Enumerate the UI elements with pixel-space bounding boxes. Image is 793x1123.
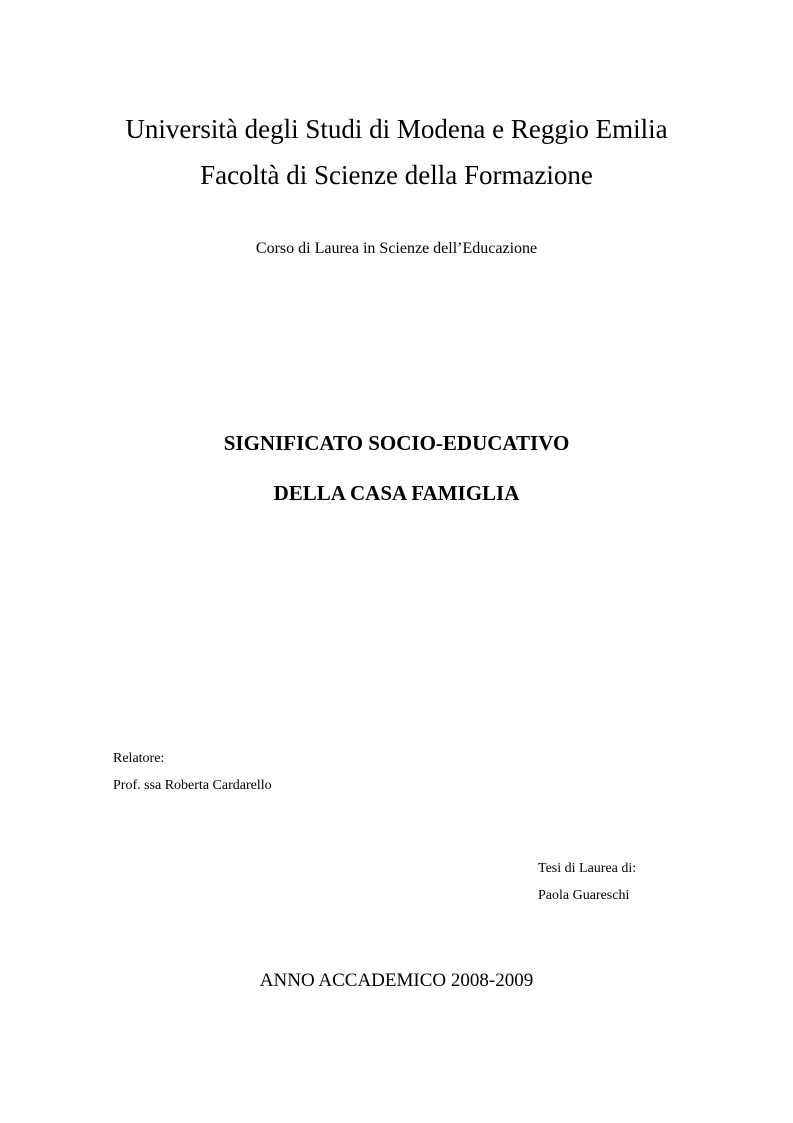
supervisor-name: Prof. ssa Roberta Cardarello [113,778,272,793]
thesis-title-line-1: SIGNIFICATO SOCIO-EDUCATIVO [223,431,570,455]
faculty-name: Facoltà di Scienze della Formazione [200,160,593,190]
university-name: Università degli Studi di Modena e Reggio Emilia [125,114,668,144]
candidate-label: Tesi di Laurea di: [538,861,637,876]
supervisor-label: Relatore: [113,751,165,766]
degree-course: Corso di Laurea in Scienze dell’Educazione [255,240,538,257]
candidate-name: Paola Guareschi [538,888,630,903]
academic-year: ANNO ACCADEMICO 2008-2009 [259,970,534,991]
thesis-title-line-2: DELLA CASA FAMIGLIA [273,481,520,505]
